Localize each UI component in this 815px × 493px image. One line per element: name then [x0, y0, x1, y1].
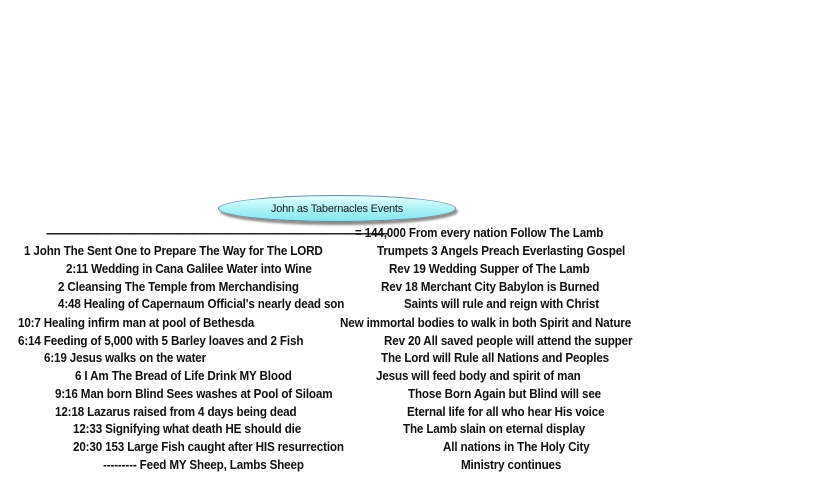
row-7-right: The Lord will Rule all Nations and Peoples — [381, 351, 609, 365]
row-5-right: New immortal bodies to walk in both Spirit and Nature — [340, 316, 632, 330]
badge-title: John as Tabernacles Events — [270, 202, 404, 215]
row-6-left: 6:14 Feeding of 5,000 with 5 Barley loaves and 2 Fish — [18, 334, 304, 348]
row-13-left: --------- Feed MY Sheep, Lambs Sheep — [103, 458, 304, 472]
row-9-left: 9:16 Man born Blind Sees washes at Pool of Siloam — [55, 387, 333, 401]
row-7-left: 6:19 Jesus walks on the water — [44, 351, 207, 365]
row-2-left: 2:11 Wedding in Cana Galilee Water into Wine — [66, 262, 312, 276]
row-9-right: Those Born Again but Blind will see — [408, 387, 601, 401]
row-3-left: 2 Cleansing The Temple from Merchandising — [58, 280, 299, 294]
row-12-left: 20:30 153 Large Fish caught after HIS resurrection — [73, 440, 344, 454]
row-11-left: 12:33 Signifying what death HE should die — [73, 422, 302, 436]
row-12-right: All nations in The Holy City — [443, 440, 590, 454]
title-badge — [218, 195, 456, 222]
row-4-right: Saints will rule and reign with Christ — [404, 297, 599, 311]
row-2-right: Rev 19 Wedding Supper of The Lamb — [389, 262, 590, 276]
row-10-left: 12:18 Lazarus raised from 4 days being dead — [55, 405, 297, 419]
dashed-leader-line: ------------------------------------------------------------------------------------------------------------------ — [46, 226, 388, 240]
row-5-left: 10:7 Healing infirm man at pool of Bethesda — [18, 316, 255, 330]
row-1-right: Trumpets 3 Angels Preach Everlasting Gospel — [377, 244, 626, 258]
row-3-right: Rev 18 Merchant City Babylon is Burned — [381, 280, 600, 294]
row-11-right: The Lamb slain on eternal display — [403, 422, 586, 436]
row-1-left: 1 John The Sent One to Prepare The Way for The LORD — [24, 244, 323, 258]
row-8-right: Jesus will feed body and spirit of man — [376, 369, 581, 383]
top-line-right: = 144,000 From every nation Follow The Lamb — [355, 226, 604, 240]
row-8-left: 6 I Am The Bread of Life Drink MY Blood — [75, 369, 292, 383]
row-4-left: 4:48 Healing of Capernaum Official's nearly dead son — [58, 297, 345, 311]
row-6-right: Rev 20 All saved people will attend the supper — [384, 334, 633, 348]
row-10-right: Eternal life for all who hear His voice — [407, 405, 605, 419]
row-13-right: Ministry continues — [461, 458, 562, 472]
